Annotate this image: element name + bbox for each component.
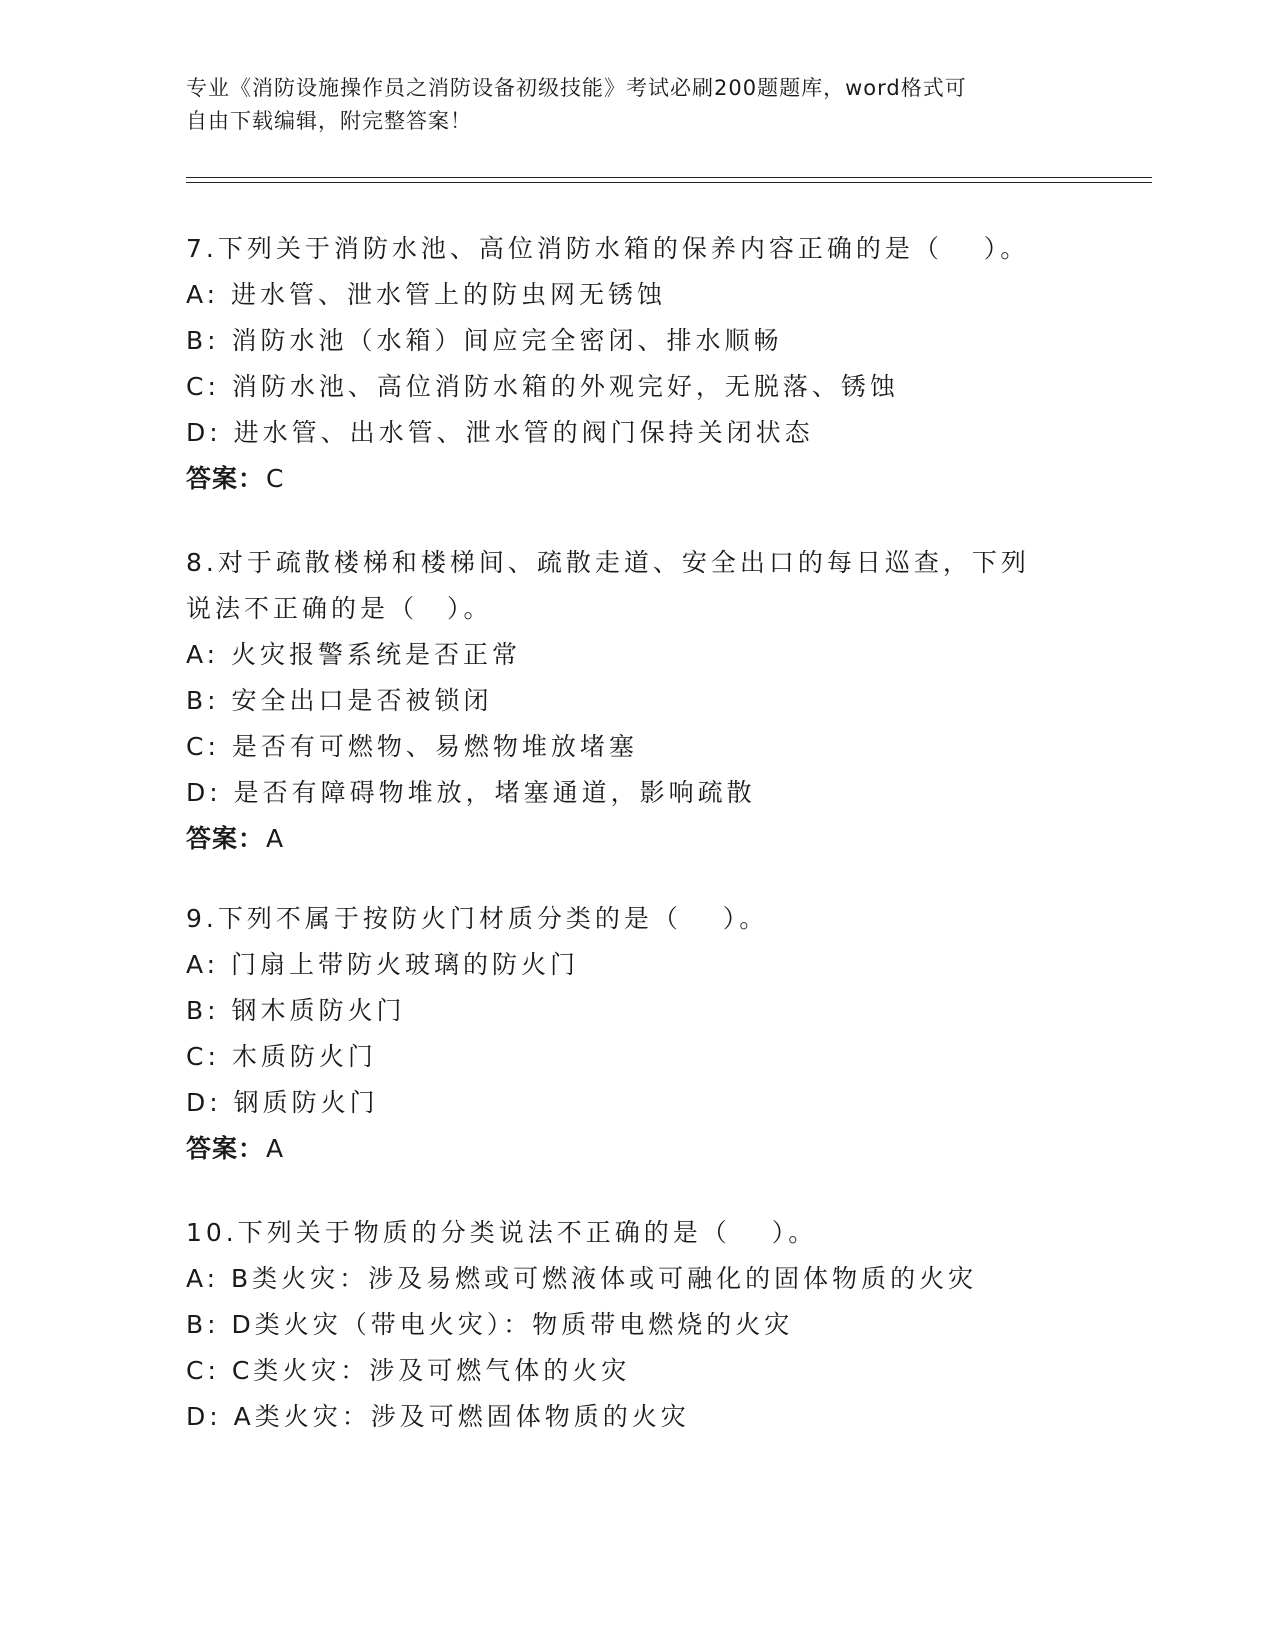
header-divider-top bbox=[186, 177, 1152, 178]
question-9 bbox=[186, 896, 1086, 1172]
option-a: A: 门扇上带防火玻璃的防火门 bbox=[186, 950, 580, 979]
question-7 bbox=[186, 226, 1086, 502]
option-b: B: D类火灾（带电火灾）：物质带电燃烧的火灾 bbox=[186, 1310, 794, 1339]
answer-value: C bbox=[266, 464, 285, 493]
answer-line bbox=[186, 816, 1086, 862]
question-8 bbox=[186, 540, 1086, 862]
header-line-1: 专业《消防设施操作员之消防设备初级技能》考试必刷200题题库，word格式可 bbox=[186, 76, 967, 100]
option-d: D: 进水管、出水管、泄水管的阀门保持关闭状态 bbox=[186, 418, 814, 447]
answer-line bbox=[186, 1126, 1086, 1172]
answer-value: A bbox=[266, 1134, 285, 1163]
option-a: A: 火灾报警系统是否正常 bbox=[186, 640, 522, 669]
answer-value: A bbox=[266, 824, 285, 853]
option-d: D: A类火灾：涉及可燃固体物质的火灾 bbox=[186, 1402, 690, 1431]
option-c: C: 木质防火门 bbox=[186, 1042, 377, 1071]
option-c: C: 是否有可燃物、易燃物堆放堵塞 bbox=[186, 732, 638, 761]
question-text: 7.下列关于消防水池、高位消防水箱的保养内容正确的是（ ）。 bbox=[186, 234, 1030, 263]
option-d: D: 钢质防火门 bbox=[186, 1088, 379, 1117]
option-b: B: 安全出口是否被锁闭 bbox=[186, 686, 493, 715]
question-text: 8.对于疏散楼梯和楼梯间、疏散走道、安全出口的每日巡查，下列说法不正确的是（ ）。 bbox=[186, 548, 1030, 623]
answer-label: 答案： bbox=[186, 464, 265, 493]
option-a: A: 进水管、泄水管上的防虫网无锈蚀 bbox=[186, 280, 667, 309]
header-line-2: 自由下载编辑，附完整答案！ bbox=[186, 109, 472, 133]
answer-label: 答案： bbox=[186, 1134, 265, 1163]
question-10 bbox=[186, 1210, 1086, 1440]
option-c: C: C类火灾：涉及可燃气体的火灾 bbox=[186, 1356, 631, 1385]
question-text: 10.下列关于物质的分类说法不正确的是（ ）。 bbox=[186, 1218, 818, 1247]
option-b: B: 消防水池（水箱）间应完全密闭、排水顺畅 bbox=[186, 326, 783, 355]
option-c: C: 消防水池、高位消防水箱的外观完好，无脱落、锈蚀 bbox=[186, 372, 899, 401]
document-header bbox=[186, 72, 1066, 138]
option-a: A: B类火灾：涉及易燃或可燃液体或可融化的固体物质的火灾 bbox=[186, 1264, 978, 1293]
answer-label: 答案： bbox=[186, 824, 265, 853]
header-divider-bottom bbox=[186, 182, 1152, 183]
answer-line bbox=[186, 456, 1086, 502]
option-d: D: 是否有障碍物堆放，堵塞通道，影响疏散 bbox=[186, 778, 756, 807]
question-text: 9.下列不属于按防火门材质分类的是（ ）。 bbox=[186, 904, 769, 933]
option-b: B: 钢木质防火门 bbox=[186, 996, 406, 1025]
